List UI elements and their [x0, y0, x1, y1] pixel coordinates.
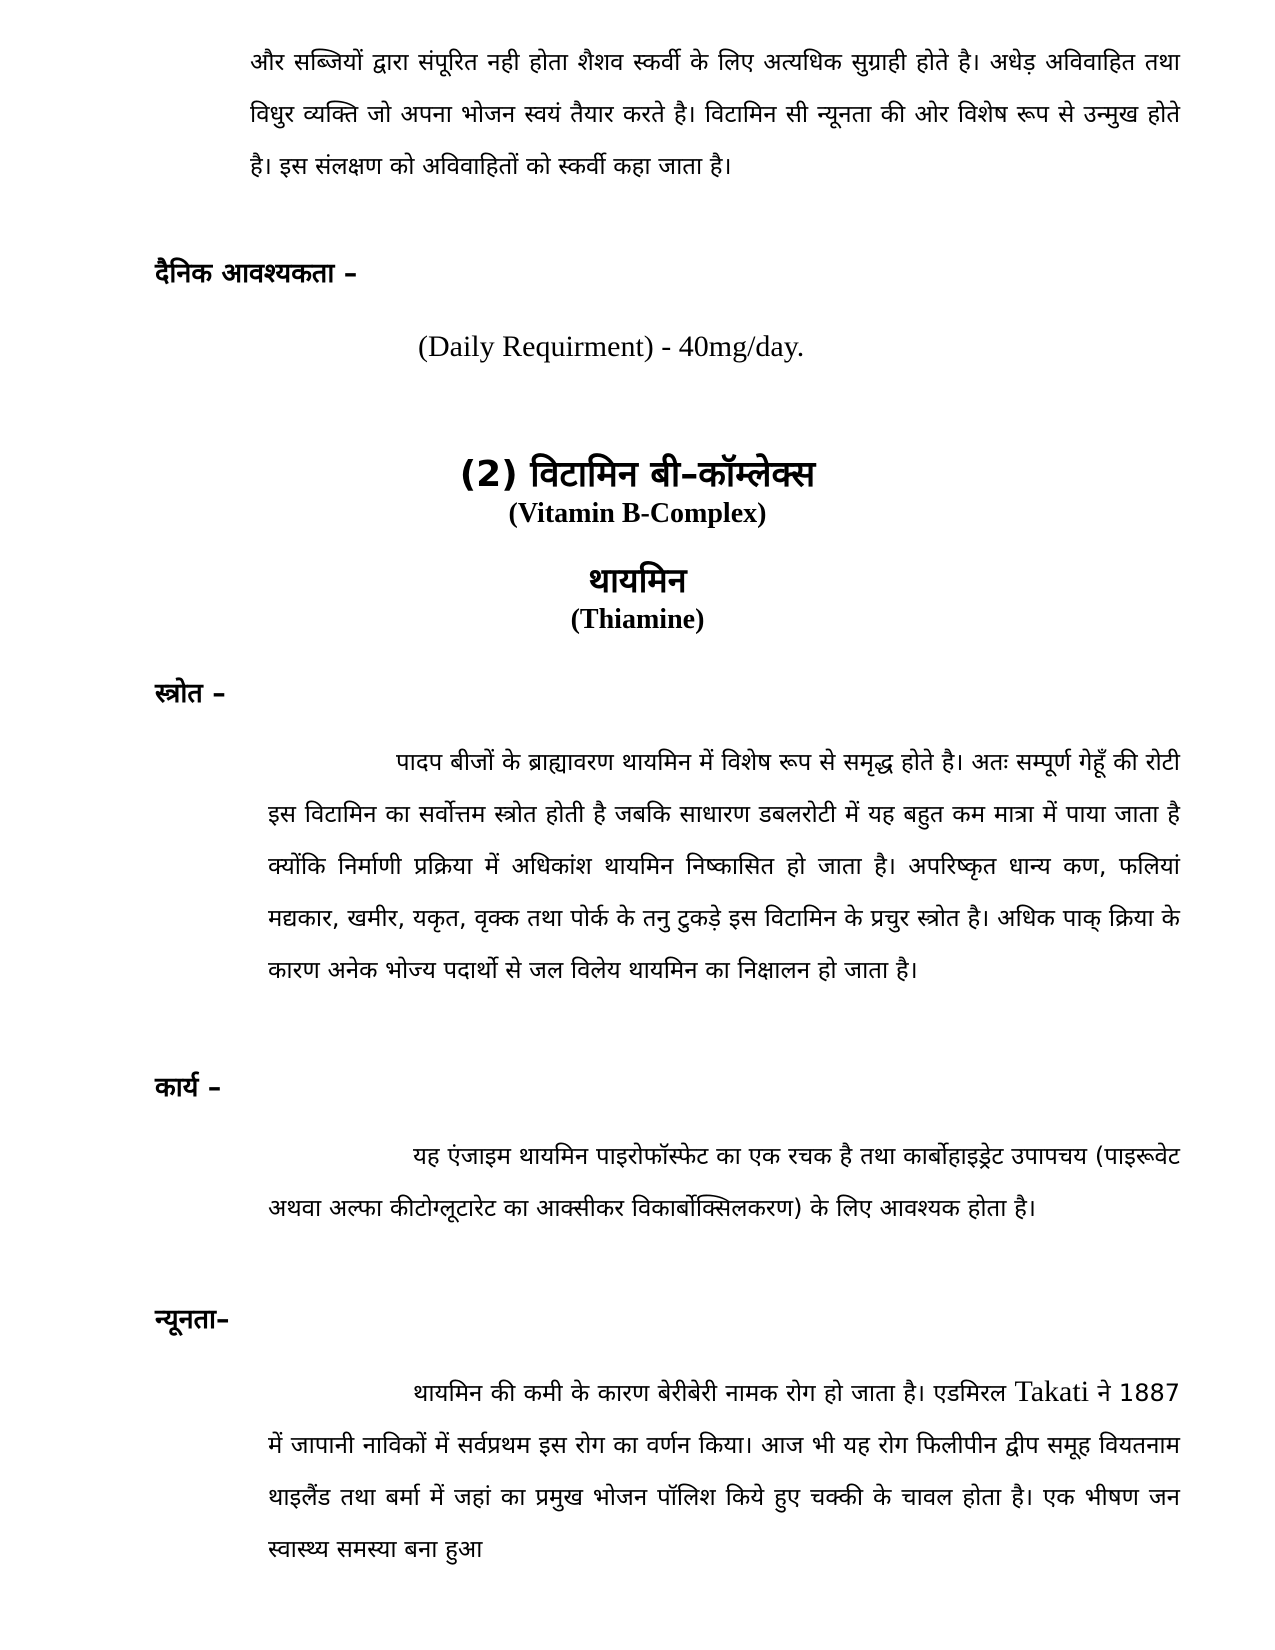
intro-paragraph: और सब्जियों द्वारा संपूरित नही होता शैशव स्कर्वी के लिए अत्यधिक सुग्राही होते है। अधेड़ अविवाहित तथा विधुर व्यक्ति जो अपना भोजन स्वयं तैयार करते है। विटामिन सी न्यूनता की ओर विशेष रूप से उन्मुख होते है। इस संलक्षण को अविवाहितों को स्कर्वी कहा जाता है। — [250, 48, 1180, 180]
deficiency-text-start: थायमिन की कमी के कारण बेरीबेरी नामक रोग हो जाता है। एडमिरल — [413, 1379, 1015, 1407]
deficiency-paragraph — [268, 1366, 1180, 1575]
deficiency-text-end: ने 1887 में जापानी नाविकों में सर्वप्रथम इस रोग का वर्णन किया। आज भी यह रोग फिलीपीन द्वीप समूह वियतनाम थाइलैंड तथा बर्मा में जहां का प्रमुख भोजन पॉलिश किये हुए चक्की के चावल होता है। एक भीषण जन स्वास्थ्य समस्या बना हुआ — [268, 1379, 1180, 1563]
source-heading: स्त्रोत – — [155, 678, 226, 709]
source-paragraph: पादप बीजों के ब्राह्यावरण थायमिन में विशेष रूप से समृद्ध होते है। अतः सम्पूर्ण गेहूँ की रोटी इस विटामिन का सर्वोत्तम स्त्रोत होती है जबकि साधारण डबलरोटी में यह बहुत कम मात्रा में पाया जाता है क्योंकि निर्माणी प्रक्रिया में अधिकांश थायमिन निष्कासित हो जाता है। अपरिष्कृत धान्य कण, फलियां मद्यकार, खमीर, यकृत, वृक्क तथा पोर्क के तनु टुकड़े इस विटामिन के प्रचुर स्त्रोत है। अधिक पाक् क्रिया के कारण अनेक भोज्य पदार्थो से जल विलेय थायमिन का निक्षालन हो जाता है। — [268, 748, 1180, 984]
section-title-english: (Vitamin B-Complex) — [508, 498, 767, 529]
function-heading: कार्य – — [155, 1072, 222, 1103]
subsection-title-english: (Thiamine) — [570, 604, 705, 635]
function-paragraph: यह एंजाइम थायमिन पाइरोफॉस्फेट का एक रचक है तथा कार्बोहाइड्रेट उपापचय (पाइरूवेट अथवा अल्फा कीटोग्लूटारेट का आक्सीकर विकार्बोक्सिलकरण) के लिए आवश्यक होता है। — [268, 1142, 1180, 1222]
daily-need-heading: दैनिक आवश्यकता – — [155, 258, 358, 289]
daily-requirement-line: (Daily Requirment) - 40mg/day. — [418, 330, 805, 363]
section-title-hindi: (2) विटामिन बी–कॉम्लेक्स — [459, 454, 816, 495]
subsection-title-hindi: थायमिन — [588, 561, 687, 601]
deficiency-heading: न्यूनता– — [155, 1304, 230, 1335]
admiral-name: Takati — [1014, 1375, 1090, 1408]
